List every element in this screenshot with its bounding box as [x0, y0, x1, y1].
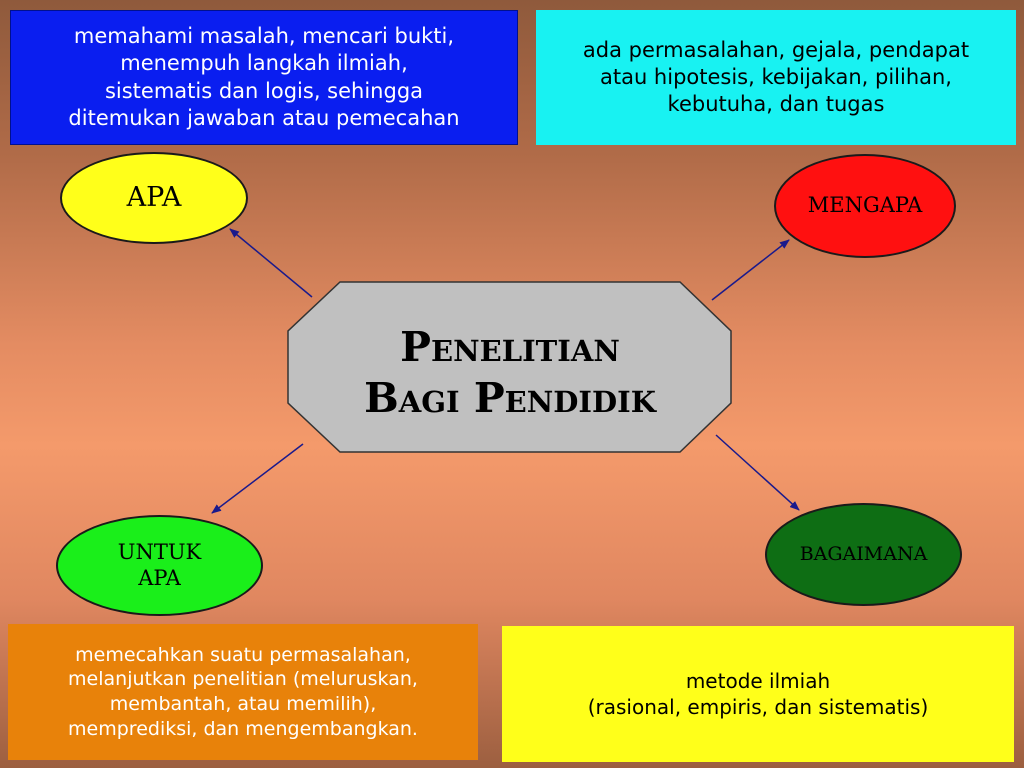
untuk-apa-node [56, 515, 263, 616]
bagaimana-description-text: metode ilmiah (rasional, empiris, dan sistematis) [587, 669, 929, 719]
untuk-apa-description-text: memecahkan suatu permasalahan, melanjutkan penelitian (meluruskan, membantah, atau memilih), memprediksi, dan mengembangkan. [68, 643, 418, 740]
mengapa-label: MENGAPA [807, 193, 923, 218]
center-title [300, 296, 720, 450]
apa-description-text: memahami masalah, mencari bukti, menempuh langkah ilmiah, sistematis dan logis, sehingga ditemukan jawaban atau pemecahan [68, 23, 460, 130]
untuk-apa-description-box [8, 624, 478, 760]
mengapa-node [774, 154, 956, 258]
apa-label: APA [126, 181, 182, 213]
untuk-apa-label: UNTUK APA [117, 540, 202, 590]
mengapa-description-text: ada permasalahan, gejala, pendapat atau hipotesis, kebijakan, pilihan, kebutuha, dan tugas [582, 37, 970, 117]
bagaimana-node [765, 503, 962, 606]
center-title-line1: Penelitian [400, 322, 620, 371]
apa-node [60, 152, 248, 244]
center-title-line2: Bagi Pendidik [364, 374, 656, 422]
bagaimana-description-box [502, 626, 1014, 762]
bagaimana-label: BAGAIMANA [799, 543, 928, 566]
